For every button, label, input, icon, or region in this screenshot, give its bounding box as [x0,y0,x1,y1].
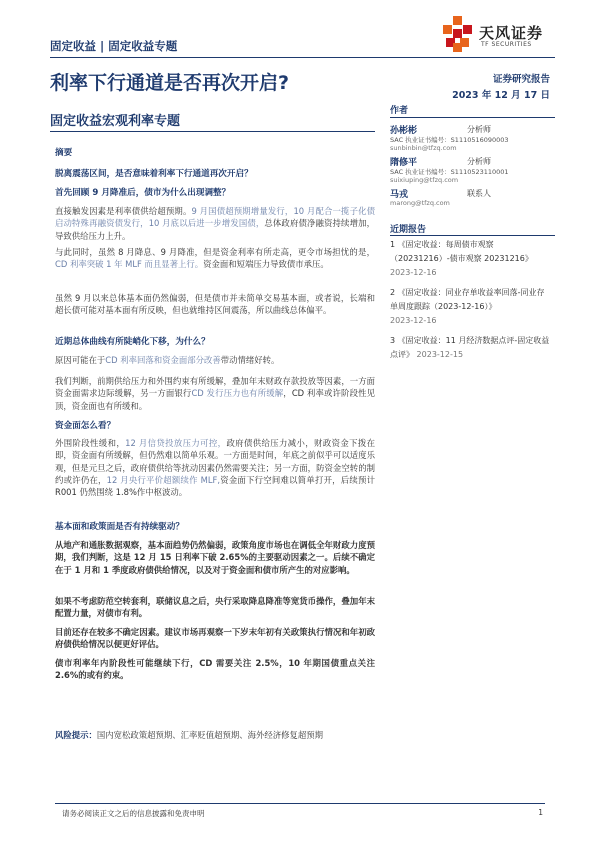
author-email[interactable]: marong@tfzq.com [390,199,450,207]
paragraph-text-highlight: 9 月国债超预期增量发行，10 月配合一揽子化债启动特殊再融资债发行，10 月底以后进一步增发国债， [55,206,376,229]
paragraph [55,354,375,366]
paragraph-bold: 从地产和通胀数据观察，基本面趋势仍然偏弱，政策角度市场也在调低全年财政力度预期，我们判断，这是 12 月 15 日利率下破 2.65%的主要驱动因素之一。后续不确定在于 1 月和 1 季度政府债供给情况，以及对于资金面和债市所产生的对应影响。 [55,540,375,575]
related-report[interactable] [390,334,550,362]
paragraph-text: 资金面和短端压力导致债市承压。 [203,259,329,270]
related-report-title[interactable]: 3 《固定收益：11 月经济数据点评-固定收益点评》 [390,336,550,359]
section-heading: 近期总体曲线有所陡峭化下移，为什么？ [55,337,210,347]
footer-disclaimer: 请务必阅读正文之后的信息披露和免责申明 [62,809,205,818]
paragraph-bold: 债市利率年内阶段性可能继续下行，CD 需要关注 2.5%，10 年期国债重点关注 2.6%的或有约束。 [55,658,375,681]
paragraph-text: 直接触发因素是利率债供给超预期。 [55,206,192,216]
report-date: 2023 年 12 月 17 日 [452,90,550,101]
tf-logo-icon [441,16,475,52]
section-heading: 资金面怎么看？ [55,421,116,431]
section-heading: 脱离震荡区间，是否意味着利率下行通道再次开启？ [55,169,253,179]
header-divider [50,57,555,58]
paragraph-bold: 目前还存在较多不确定因素。建议市场再观察一下岁末年初有关政策执行情况和年初政府债供给情况以便更好评估。 [55,627,375,650]
related-report-date: 2023-12-15 [416,350,464,359]
author-name: 孙彬彬 [390,126,418,136]
paragraph-text: 我们判断，前期供给压力和外围约束有所缓解，叠加年末财政存款投放等因素，一方面资金面需求边际缓解，另一方面银行 [55,376,375,399]
related-report[interactable] [390,286,550,328]
paragraph-text-highlight: CD 发行压力也有所缓解 [191,388,284,399]
paragraph [55,375,375,412]
subtitle-divider [50,131,375,132]
paragraph-text-highlight: 12 月信贷投放压力可控， [125,438,227,448]
paragraph-text: 外围阶段性缓和， [55,438,126,448]
report-type: 证券研究报告 [492,74,550,85]
logo-english: TF SECURITIES [481,41,532,48]
paragraph-text: 政府债供给压力减小，财政资金下拨在即，资金面有所缓解，但仍然难以简单乐观。一方面是时间，年底之前似乎可以适度乐观，但是元旦之后，政府债供给等扰动因素仍然需要关注；另一方面，防资金空转的制约或许仍在， [55,438,376,485]
abstract-heading: 摘要 [55,148,73,158]
author-name: 马戎 [390,190,409,200]
paragraph [55,437,375,498]
paragraph-text: 总体政府债净融资持续增加，导致供给压力上升。 [55,218,375,241]
paragraph-text-highlight: CD 利率突破 1 年 MLF 而且显著上行。 [55,259,204,270]
page-title: 利率下行通道是否再次开启? [50,72,290,94]
paragraph-text: 与此同时，虽然 8 月降息、9 月降准，但是资金利率有所走高，更令市场担忧的是， [55,247,375,257]
paragraph-text: 资金面下行空间难以简单打开，后续预计 R001 仍然围绕 1.8%作中枢波动。 [55,474,375,498]
related-report-title[interactable]: 1 《固定收益：每周债市观察（20231216）-债市观察 20231216》 [390,240,533,263]
report-subtitle: 固定收益宏观利率专题 [50,114,181,129]
author-email[interactable]: sunbinbin@tfzq.com [390,144,457,152]
paragraph-text: 原因可能在于 [55,355,106,365]
related-divider [390,235,555,236]
paragraph [55,205,375,242]
paragraph-bold: 如果不考虑防范空转套利，联储议息之后，央行采取降息降准等宽货币操作，叠加年末配置力量，对债市有利。 [55,596,375,619]
related-report[interactable] [390,238,550,280]
author-role: 分析师 [467,125,491,134]
author-email[interactable]: suixiuping@tfzq.com [390,176,459,184]
report-series: 固定收益 | 固定收益专题 [50,39,178,53]
paragraph [55,246,375,271]
related-report-date: 2023-12-16 [390,316,437,325]
authors-divider [390,117,555,118]
section-heading: 首先回顾 9 月降准后，债市为什么出现调整？ [55,188,231,198]
related-report-date: 2023-12-16 [390,268,437,277]
risk-warning [55,729,385,741]
paragraph-text: ，CD 利率或许阶段性见顶，资金面也有所缓和。 [55,388,375,411]
paragraph-text-highlight: CD 利率回落和资金面部分改善 [105,355,221,365]
author-role: 分析师 [467,157,491,166]
risk-text: 国内宽松政策超预期、汇率贬值超预期、海外经济修复超预期 [96,730,323,740]
logo-name: 天风证券 [479,24,544,42]
related-heading: 近期报告 [390,225,427,235]
authors-heading: 作者 [390,106,409,116]
author-cert: SAC 执业证书编号：S1110516090003 [390,136,509,144]
paragraph-text: 带动情绪好转。 [220,355,280,365]
author-cert: SAC 执业证书编号：S1110523110001 [390,168,509,176]
page-number: 1 [538,808,543,817]
risk-label: 风险提示： [55,730,97,740]
footer-divider [55,803,545,804]
paragraph: 虽然 9 月以来总体基本面仍然偏弱，但是债市并未简单交易基本面，或者说，长端和超长债可能对基本面有所反映，但也就维持区间震荡，所以曲线总体偏平。 [55,293,375,316]
related-report-title[interactable]: 2 《固定收益：同业存单收益率回落-同业存单周度跟踪（2023-12-16）》 [390,288,545,311]
author-role: 联系人 [467,189,491,198]
author-name: 隋修平 [390,158,418,168]
paragraph-text-highlight: 12 月央行平价超额续作 MLF, [106,474,220,485]
section-heading: 基本面和政策面是否有持续驱动？ [55,522,184,532]
